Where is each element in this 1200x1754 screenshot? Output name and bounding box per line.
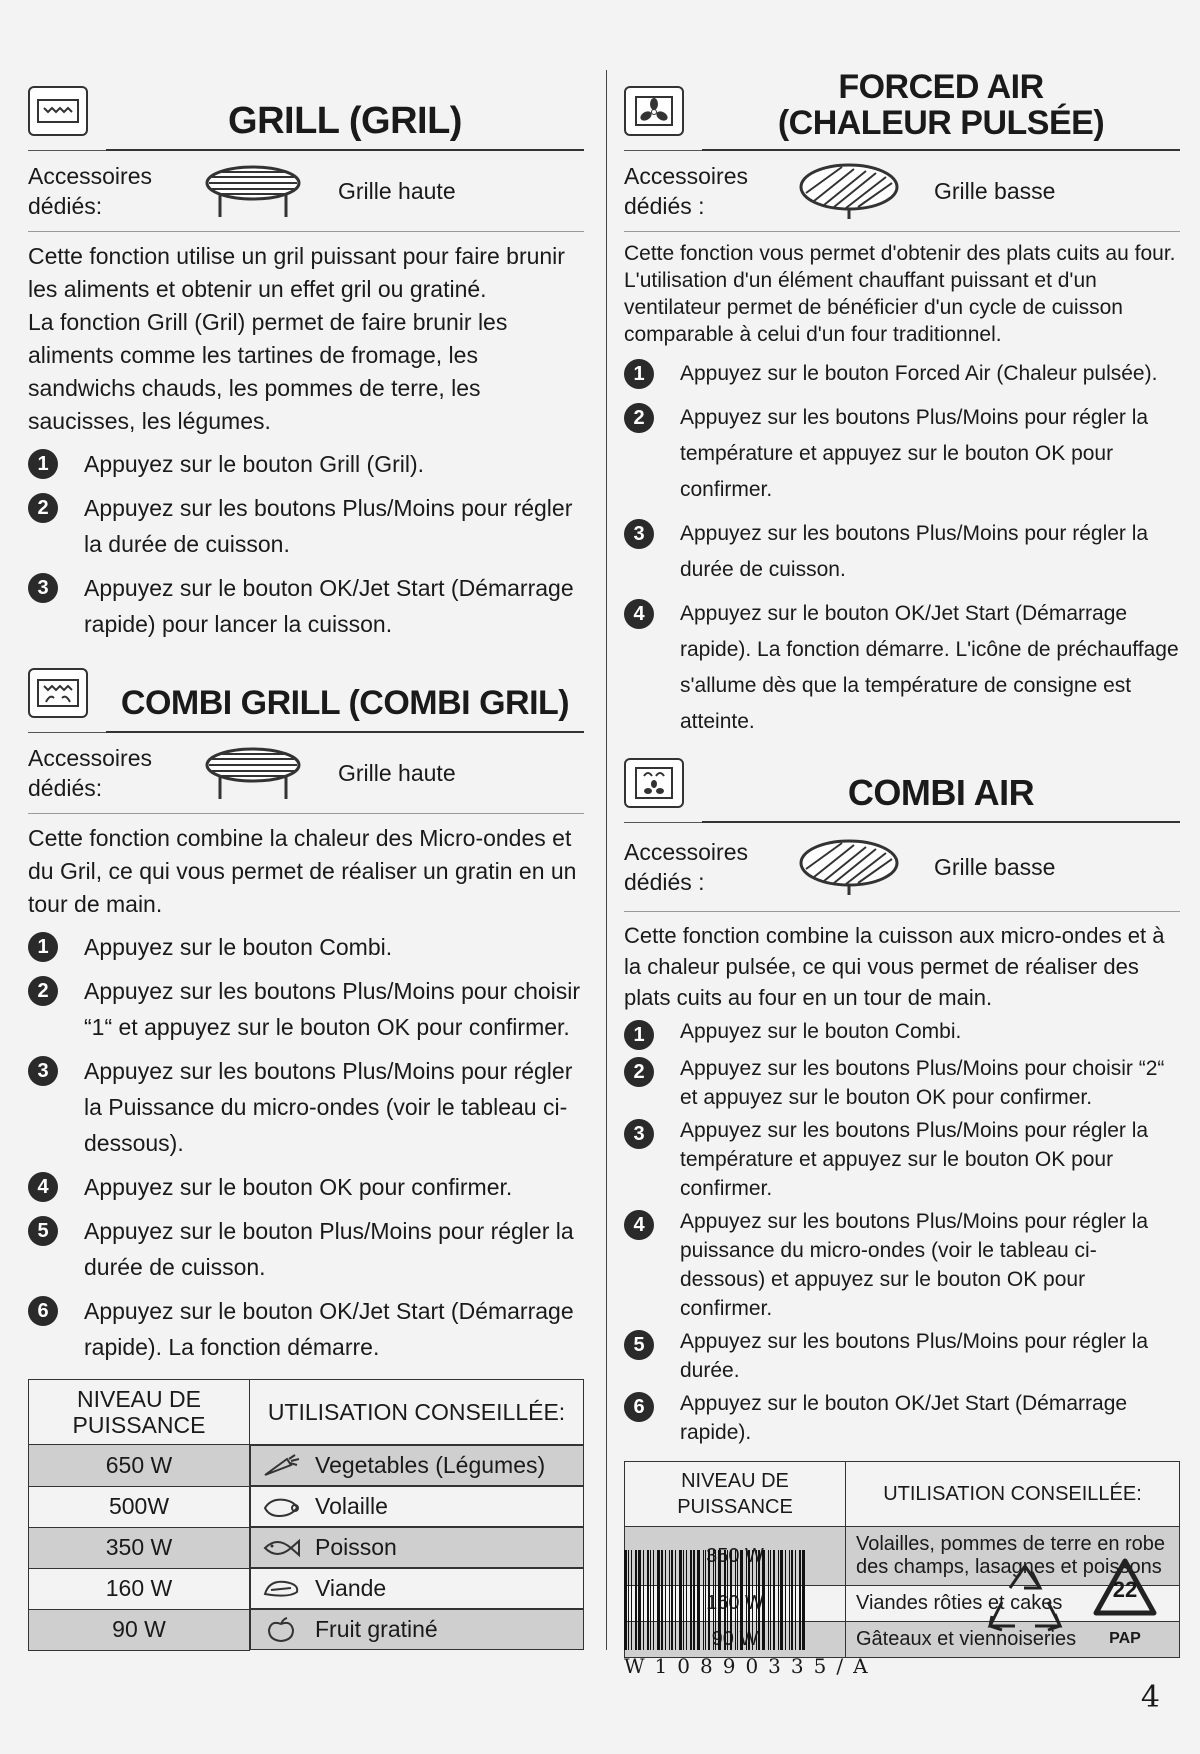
forced-air-step-1: 1 Appuyez sur le bouton Forced Air (Chaleur pulsée). bbox=[624, 356, 1180, 392]
barcode-bar bbox=[789, 1550, 790, 1650]
barcode-bar bbox=[650, 1550, 651, 1650]
table-header-use: UTILISATION CONSEILLÉE: bbox=[846, 1462, 1180, 1527]
combi-grill-intro: Cette fonction combine la chaleur des Micro-ondes et du Gril, ce qui vous permet de réaliser un gratin en un tour de main. bbox=[28, 825, 577, 917]
table-header-power: NIVEAU DE PUISSANCE bbox=[29, 1380, 250, 1445]
table-row: 650 W Vegetables (Légumes) bbox=[29, 1445, 584, 1487]
combi-grill-icon bbox=[28, 668, 88, 718]
barcode-bar bbox=[724, 1550, 726, 1650]
poultry-icon bbox=[261, 1494, 301, 1520]
low-rack-icon bbox=[794, 161, 904, 221]
barcode-bars bbox=[624, 1550, 864, 1650]
forced-air-step-4: 4 Appuyez sur le bouton OK/Jet Start (Démarrage rapide). La fonction démarre. L'icône de préchauffage s'allume dès que la température de consigne est atteinte. bbox=[624, 596, 1180, 740]
barcode-bar bbox=[628, 1550, 629, 1650]
grill-step-2: 2 Appuyez sur les boutons Plus/Moins pour régler la durée de cuisson. bbox=[28, 490, 584, 562]
table-row: 160 W Viandes rôties et cakes bbox=[625, 1586, 1180, 1622]
combi-air-step-6: 6 Appuyez sur le bouton OK/Jet Start (Démarrage rapide). bbox=[624, 1389, 1180, 1447]
combi-grill-step-1: 1 Appuyez sur le bouton Combi. bbox=[28, 929, 584, 965]
fan-icon bbox=[624, 86, 684, 136]
grill-title: GRILL (GRIL) bbox=[106, 101, 584, 151]
forced-air-title: FORCED AIR (CHALEUR PULSÉE) bbox=[702, 69, 1180, 151]
barcode-bar bbox=[708, 1550, 710, 1650]
barcode-bar bbox=[693, 1550, 695, 1650]
barcode-bar bbox=[799, 1550, 801, 1650]
combi-air-step-2: 2 Appuyez sur les boutons Plus/Moins pour choisir “2“ et appuyez sur le bouton OK pour confirmer. bbox=[624, 1054, 1180, 1112]
accessory-name: Grille haute bbox=[338, 177, 456, 204]
barcode-bar bbox=[730, 1550, 732, 1650]
barcode-bar bbox=[718, 1550, 721, 1650]
accessory-name: Grille basse bbox=[934, 853, 1056, 880]
right-column bbox=[624, 70, 1180, 1658]
grill-icon bbox=[28, 86, 88, 136]
barcode-bar bbox=[737, 1550, 738, 1650]
barcode bbox=[624, 1550, 878, 1678]
accessory-name: Grille haute bbox=[338, 759, 456, 786]
table-row: 350 W Poisson bbox=[29, 1527, 584, 1568]
barcode-bar bbox=[705, 1550, 706, 1650]
combi-air-accessories bbox=[624, 823, 1180, 912]
barcode-bar bbox=[647, 1550, 649, 1650]
barcode-bar bbox=[635, 1550, 637, 1650]
barcode-bar bbox=[768, 1550, 769, 1650]
accessories-label: Accessoires dédiés: bbox=[28, 163, 152, 219]
table-row: 350 W Volailles, pommes de terre en robe des champs, lasagnes et poissons bbox=[625, 1527, 1180, 1586]
low-rack-icon bbox=[794, 837, 904, 897]
barcode-bar bbox=[657, 1550, 660, 1650]
barcode-bar bbox=[690, 1550, 692, 1650]
table-header-use: UTILISATION CONSEILLÉE: bbox=[250, 1380, 584, 1445]
left-column bbox=[28, 70, 584, 1651]
table-row: 90 Gâteaux et viennoiseries bbox=[625, 1622, 1180, 1658]
barcode-bar bbox=[671, 1550, 673, 1650]
grill-accessories bbox=[28, 151, 584, 232]
combi-grill-title: COMBI GRILL (COMBI GRIL) bbox=[106, 683, 584, 733]
accessories-label: Accessoires dédiés : bbox=[624, 163, 748, 219]
barcode-bar bbox=[686, 1550, 687, 1650]
barcode-bar bbox=[802, 1550, 805, 1650]
barcode-bar bbox=[791, 1550, 793, 1650]
column-divider bbox=[606, 70, 607, 1650]
combi-grill-step-3: 3 Appuyez sur les boutons Plus/Moins pour régler la Puissance du micro-ondes (voir le tableau ci-dessous). bbox=[28, 1053, 584, 1161]
combi-air-intro: Cette fonction combine la cuisson aux micro-ondes et à la chaleur pulsée, ce qui vous permet de réaliser des plats cuits au four en un tour de main. bbox=[624, 923, 1165, 1010]
accessories-label: Accessoires dédiés : bbox=[624, 839, 748, 895]
combi-grill-step-4: 4 Appuyez sur le bouton OK pour confirmer. bbox=[28, 1169, 584, 1205]
barcode-bar bbox=[735, 1550, 736, 1650]
barcode-bar bbox=[746, 1550, 747, 1650]
barcode-bar bbox=[778, 1550, 779, 1650]
combi-grill-step-6: 6 Appuyez sur le bouton OK/Jet Start (Démarrage rapide). La fonction démarre. bbox=[28, 1293, 584, 1365]
barcode-bar bbox=[715, 1550, 716, 1650]
barcode-bar bbox=[631, 1550, 632, 1650]
combi-air-step-4: 4 Appuyez sur les boutons Plus/Moins pour régler la puissance du micro-ondes (voir le tableau ci-dessous) et appuyez sur le bouton OK pour confirmer. bbox=[624, 1207, 1180, 1323]
apple-icon bbox=[261, 1617, 301, 1643]
barcode-bar bbox=[758, 1550, 760, 1650]
page-number: 4 bbox=[1140, 1680, 1160, 1715]
barcode-bar bbox=[727, 1550, 728, 1650]
barcode-bar bbox=[748, 1550, 750, 1650]
accessories-label: Accessoires dédiés: bbox=[28, 745, 152, 801]
combi-grill-section-header bbox=[28, 652, 584, 733]
barcode-bar bbox=[795, 1550, 796, 1650]
grill-intro: Cette fonction utilise un gril puissant pour faire brunir les aliments et obtenir un effet gril ou gratiné. bbox=[28, 243, 565, 302]
barcode-bar bbox=[713, 1550, 714, 1650]
combi-grill-step-5: 5 Appuyez sur le bouton Plus/Moins pour régler la durée de cuisson. bbox=[28, 1213, 584, 1285]
barcode-bar bbox=[669, 1550, 670, 1650]
barcode-bar bbox=[770, 1550, 771, 1650]
recycle-icon bbox=[980, 1558, 1070, 1648]
barcode-bar bbox=[780, 1550, 783, 1650]
combi-air-step-1: 1 Appuyez sur le bouton Combi. bbox=[624, 1017, 1180, 1050]
barcode-bar bbox=[756, 1550, 757, 1650]
barcode-bar bbox=[624, 1550, 627, 1650]
combi-grill-power-table bbox=[28, 1379, 584, 1651]
high-rack-icon bbox=[198, 743, 308, 803]
barcode-text: W10890335/A bbox=[624, 1654, 878, 1678]
combi-air-title: COMBI AIR bbox=[702, 773, 1180, 823]
combi-air-step-3: 3 Appuyez sur les boutons Plus/Moins pour régler la température et appuyez sur le bouton OK pour confirmer. bbox=[624, 1116, 1180, 1203]
pap-recycling-mark bbox=[1090, 1555, 1160, 1648]
barcode-bar bbox=[638, 1550, 641, 1650]
table-header-power: NIVEAU DE PUISSANCE bbox=[625, 1462, 846, 1527]
grill-section-header bbox=[28, 70, 584, 151]
grill-step-1: 1 Appuyez sur le bouton Grill (Gril). bbox=[28, 446, 584, 482]
table-row: 500W Volaille bbox=[29, 1486, 584, 1527]
fish-icon bbox=[261, 1535, 301, 1561]
accessory-name: Grille basse bbox=[934, 177, 1056, 204]
barcode-bar bbox=[762, 1550, 765, 1650]
barcode-bar bbox=[703, 1550, 704, 1650]
meat-icon bbox=[261, 1576, 301, 1602]
barcode-bar bbox=[665, 1550, 666, 1650]
barcode-bar bbox=[679, 1550, 682, 1650]
barcode-bar bbox=[697, 1550, 700, 1650]
forced-air-section-header bbox=[624, 70, 1180, 151]
pap-label: PAP bbox=[1109, 1630, 1141, 1647]
barcode-bar bbox=[740, 1550, 743, 1650]
barcode-bar bbox=[653, 1550, 654, 1650]
grill-intro-2: La fonction Grill (Gril) permet de faire brunir les aliments comme les tartines de fromage, les sandwichs chauds, les pommes de terre, les saucisses, les légumes. bbox=[28, 309, 508, 434]
vegetables-icon bbox=[261, 1453, 301, 1479]
combi-grill-accessories bbox=[28, 733, 584, 814]
forced-air-step-3: 3 Appuyez sur les boutons Plus/Moins pour régler la durée de cuisson. bbox=[624, 516, 1180, 588]
barcode-bar bbox=[643, 1550, 644, 1650]
combi-air-step-5: 5 Appuyez sur les boutons Plus/Moins pour régler la durée. bbox=[624, 1327, 1180, 1385]
high-rack-icon bbox=[198, 161, 308, 221]
barcode-bar bbox=[785, 1550, 786, 1650]
grill-step-3: 3 Appuyez sur le bouton OK/Jet Start (Démarrage rapide) pour lancer la cuisson. bbox=[28, 570, 584, 642]
combi-grill-step-2: 2 Appuyez sur les boutons Plus/Moins pour choisir “1“ et appuyez sur le bouton OK pour confirmer. bbox=[28, 973, 584, 1045]
barcode-bar bbox=[752, 1550, 753, 1650]
forced-air-step-2: 2 Appuyez sur les boutons Plus/Moins pour régler la température et appuyez sur le bouton OK pour confirmer. bbox=[624, 400, 1180, 508]
table-row: 160 W Viande bbox=[29, 1568, 584, 1609]
combi-air-icon bbox=[624, 758, 684, 808]
pap-number: 22 bbox=[1112, 1577, 1138, 1602]
forced-air-intro: Cette fonction vous permet d'obtenir des plats cuits au four. L'utilisation d'un élément chauffant puissant et d'un ventilateur permet de bénéficier d'un cycle de cuisson comparable à celui d'un four traditionnel. bbox=[624, 242, 1176, 346]
table-row: 90 W Fruit gratiné bbox=[29, 1609, 584, 1650]
barcode-bar bbox=[683, 1550, 684, 1650]
barcode-bar bbox=[661, 1550, 663, 1650]
forced-air-accessories bbox=[624, 151, 1180, 232]
barcode-bar bbox=[773, 1550, 775, 1650]
combi-air-section-header bbox=[624, 752, 1180, 823]
barcode-bar bbox=[675, 1550, 676, 1650]
